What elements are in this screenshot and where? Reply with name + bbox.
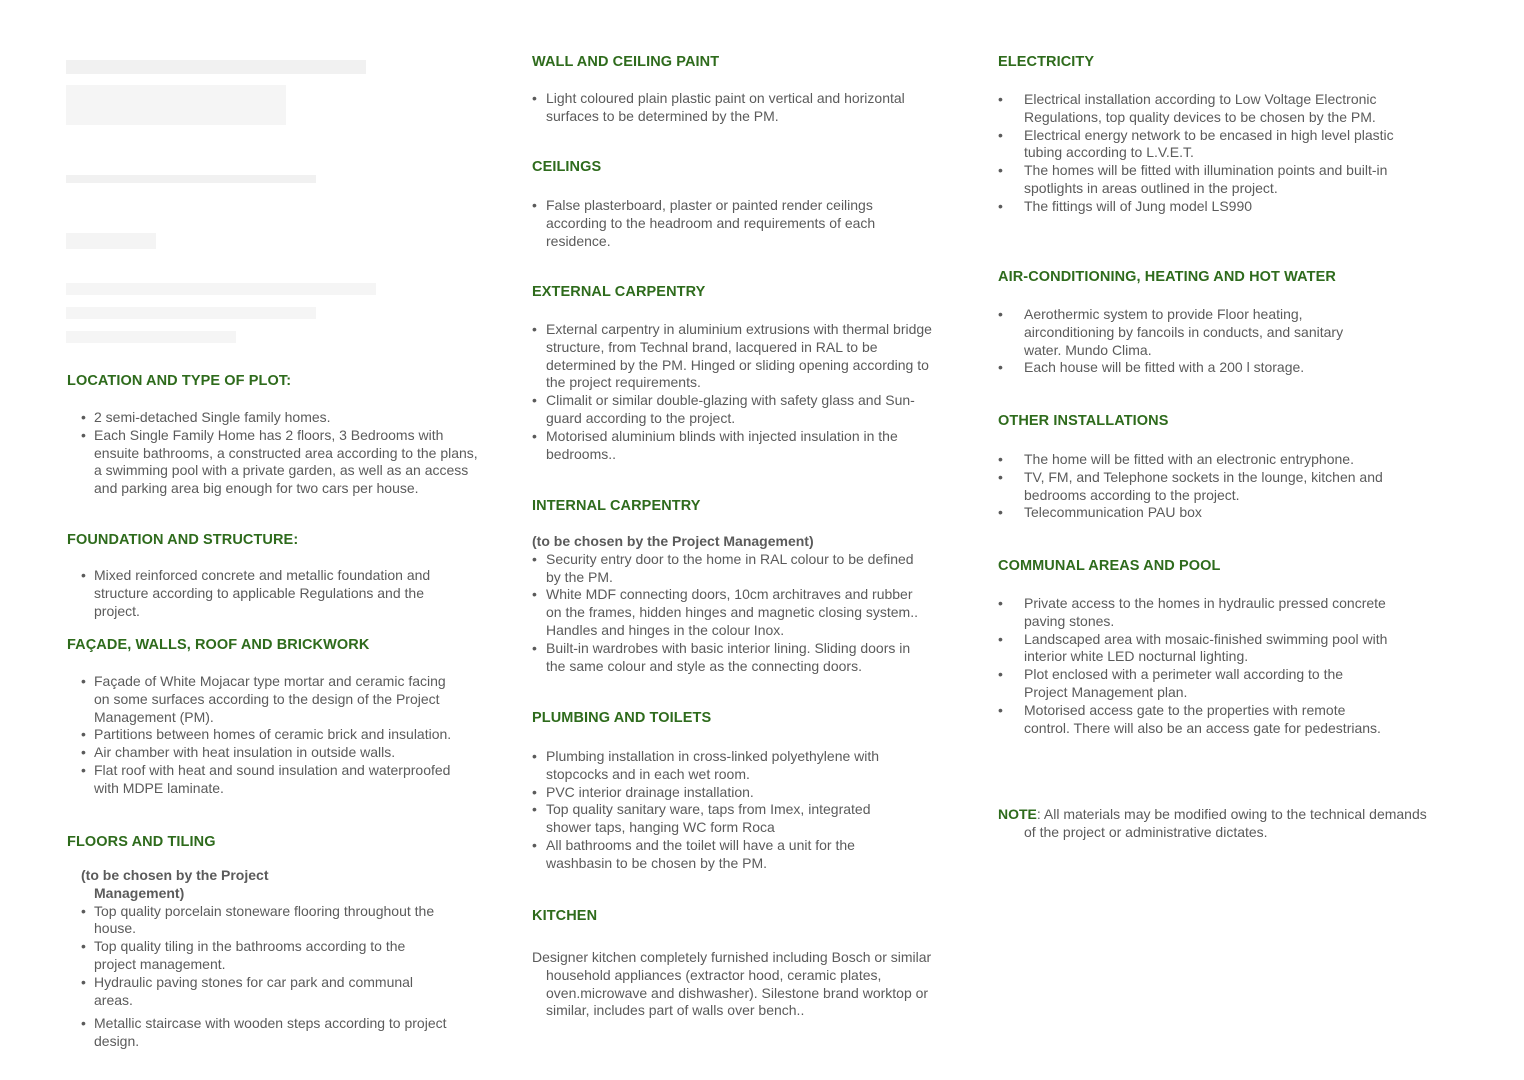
section-heading: FAÇADE, WALLS, ROOF AND BRICKWORK [67, 637, 370, 653]
list-item: • External carpentry in aluminium extrusions with thermal bridge structure, from Technal brand, lacquered in RAL to be determined by the PM. Hinged or sliding opening according to the project requirements. [532, 321, 932, 392]
section-list [81, 673, 461, 798]
section-list [81, 903, 451, 1051]
list-item: • Each Single Family Home has 2 floors, 3 Bedrooms with ensuite bathrooms, a constructed area according to the plans, a swimming pool with a private garden, as well as an access and parking area big enough for two cars per house. [81, 427, 479, 498]
section-heading: AIR-CONDITIONING, HEATING AND HOT WATER [998, 269, 1336, 285]
section-heading: EXTERNAL CARPENTRY [532, 284, 706, 300]
section-note [998, 806, 1427, 842]
note-label: NOTE [998, 806, 1037, 822]
list-item: • The homes will be fitted with illumination points and built-in spotlights in areas outlined in the project. [998, 162, 1403, 198]
section-list [998, 306, 1378, 377]
section-aircon [998, 268, 1408, 377]
list-item: • Aerothermic system to provide Floor heating, airconditioning by fancoils in conducts, and sanitary water. Mundo Clima. [998, 306, 1378, 359]
section-ceilings [532, 158, 942, 250]
list-item: • Top quality porcelain stoneware flooring throughout the house. [81, 903, 451, 939]
section-internal-carpentry [532, 497, 942, 675]
faded-logo-area [66, 55, 446, 355]
list-item: • False plasterboard, plaster or painted render ceilings according to the headroom and requirements of each residence. [532, 197, 912, 250]
section-floors [67, 833, 487, 1051]
section-list [998, 595, 1388, 737]
section-list [532, 748, 912, 873]
section-other-installations [998, 412, 1408, 522]
faded-bar [66, 85, 286, 125]
section-foundation [67, 531, 487, 620]
list-item: • Top quality sanitary ware, taps from Imex, integrated shower taps, hanging WC form Roca [532, 801, 912, 837]
list-item: • Each house will be fitted with a 200 l storage. [998, 359, 1378, 377]
list-item: • PVC interior drainage installation. [532, 784, 912, 802]
list-item: • Partitions between homes of ceramic brick and insulation. [81, 726, 461, 744]
list-item: • Electrical energy network to be encased in high level plastic tubing according to L.V.E.T. [998, 127, 1403, 163]
section-list [532, 321, 932, 463]
section-heading: WALL AND CEILING PAINT [532, 54, 720, 70]
list-item: • Landscaped area with mosaic-finished swimming pool with interior white LED nocturnal lighting. [998, 631, 1388, 667]
section-heading: OTHER INSTALLATIONS [998, 413, 1169, 429]
list-item: • 2 semi-detached Single family homes. [81, 409, 479, 427]
section-heading: FOUNDATION AND STRUCTURE: [67, 532, 299, 548]
list-item: • Metallic staircase with wooden steps according to project design. [81, 1015, 451, 1051]
list-item: • Light coloured plain plastic paint on vertical and horizontal surfaces to be determined by the PM. [532, 90, 942, 126]
section-heading: CEILINGS [532, 159, 602, 175]
section-external-carpentry [532, 283, 942, 463]
list-item: • Climalit or similar double-glazing with safety glass and Sun-guard according to the project. [532, 392, 932, 428]
section-facade [67, 636, 487, 798]
section-list [532, 90, 942, 126]
list-item: • Flat roof with heat and sound insulation and waterproofed with MDPE laminate. [81, 762, 461, 798]
list-item: • Motorised access gate to the properties with remote control. There will also be an access gate for pedestrians. [998, 702, 1388, 738]
faded-bar [66, 283, 376, 295]
list-item: • Top quality tiling in the bathrooms according to the project management. [81, 938, 451, 974]
list-item: • Private access to the homes in hydraulic pressed concrete paving stones. [998, 595, 1388, 631]
section-communal [998, 557, 1408, 737]
faded-bar [66, 175, 316, 183]
list-item: • Air chamber with heat insulation in outside walls. [81, 744, 461, 762]
section-heading: FLOORS AND TILING [67, 834, 216, 850]
list-item: • Built-in wardrobes with basic interior lining. Sliding doors in the same colour and style as the connecting doors. [532, 640, 922, 676]
section-list [81, 567, 466, 620]
list-item: • White MDF connecting doors, 10cm architraves and rubber on the frames, hidden hinges and magnetic closing system.. Handles and hinges in the colour Inox. [532, 586, 922, 639]
section-list [998, 91, 1403, 216]
section-location [67, 372, 487, 498]
section-subnote: (to be chosen by the Project Management) [81, 867, 269, 901]
section-subnote: (to be chosen by the Project Management) [532, 533, 814, 549]
list-item: • All bathrooms and the toilet will have a unit for the washbasin to be chosen by the PM. [532, 837, 912, 873]
list-item: • Mixed reinforced concrete and metallic foundation and structure according to applicable Regulations and the project. [81, 567, 466, 620]
faded-bar [66, 331, 236, 343]
section-list [998, 451, 1393, 522]
list-item: • Motorised aluminium blinds with injected insulation in the bedrooms.. [532, 428, 932, 464]
section-heading: ELECTRICITY [998, 54, 1095, 70]
section-list [532, 197, 912, 250]
section-list [532, 551, 922, 676]
note-text: : All materials may be modified owing to the technical demands of the project or administrative dictates. [1024, 806, 1427, 840]
section-electricity [998, 53, 1408, 216]
note-paragraph [998, 806, 1434, 842]
list-item: • The fittings will of Jung model LS990 [998, 198, 1403, 216]
list-item: • Telecommunication PAU box [998, 504, 1393, 522]
list-item: • TV, FM, and Telephone sockets in the lounge, kitchen and bedrooms according to the project. [998, 469, 1393, 505]
section-heading: LOCATION AND TYPE OF PLOT: [67, 373, 292, 389]
faded-bar [66, 307, 316, 319]
section-list [81, 409, 479, 498]
section-heading: INTERNAL CARPENTRY [532, 498, 701, 514]
section-heading: COMMUNAL AREAS AND POOL [998, 558, 1221, 574]
list-item: • Plumbing installation in cross-linked polyethylene with stopcocks and in each wet room. [532, 748, 912, 784]
list-item: • The home will be fitted with an electronic entryphone. [998, 451, 1393, 469]
section-paragraph: Designer kitchen completely furnished including Bosch or similar household appliances (extractor hood, ceramic plates, oven.microwave and dishwasher). Silestone brand worktop or similar, includes part of walls over bench.. [532, 949, 932, 1019]
section-heading: PLUMBING AND TOILETS [532, 710, 712, 726]
list-item: • Plot enclosed with a perimeter wall according to the Project Management plan. [998, 666, 1388, 702]
faded-bar [66, 233, 156, 249]
list-item: • Façade of White Mojacar type mortar and ceramic facing on some surfaces according to the design of the Project Management (PM). [81, 673, 461, 726]
section-kitchen [532, 907, 942, 1020]
section-heading: KITCHEN [532, 908, 598, 924]
list-item: • Security entry door to the home in RAL colour to be defined by the PM. [532, 551, 922, 587]
list-item: • Electrical installation according to Low Voltage Electronic Regulations, top quality devices to be chosen by the PM. [998, 91, 1403, 127]
list-item: • Hydraulic paving stones for car park and communal areas. [81, 974, 451, 1010]
section-paint [532, 53, 942, 126]
section-plumbing [532, 709, 942, 873]
faded-bar [66, 60, 366, 74]
